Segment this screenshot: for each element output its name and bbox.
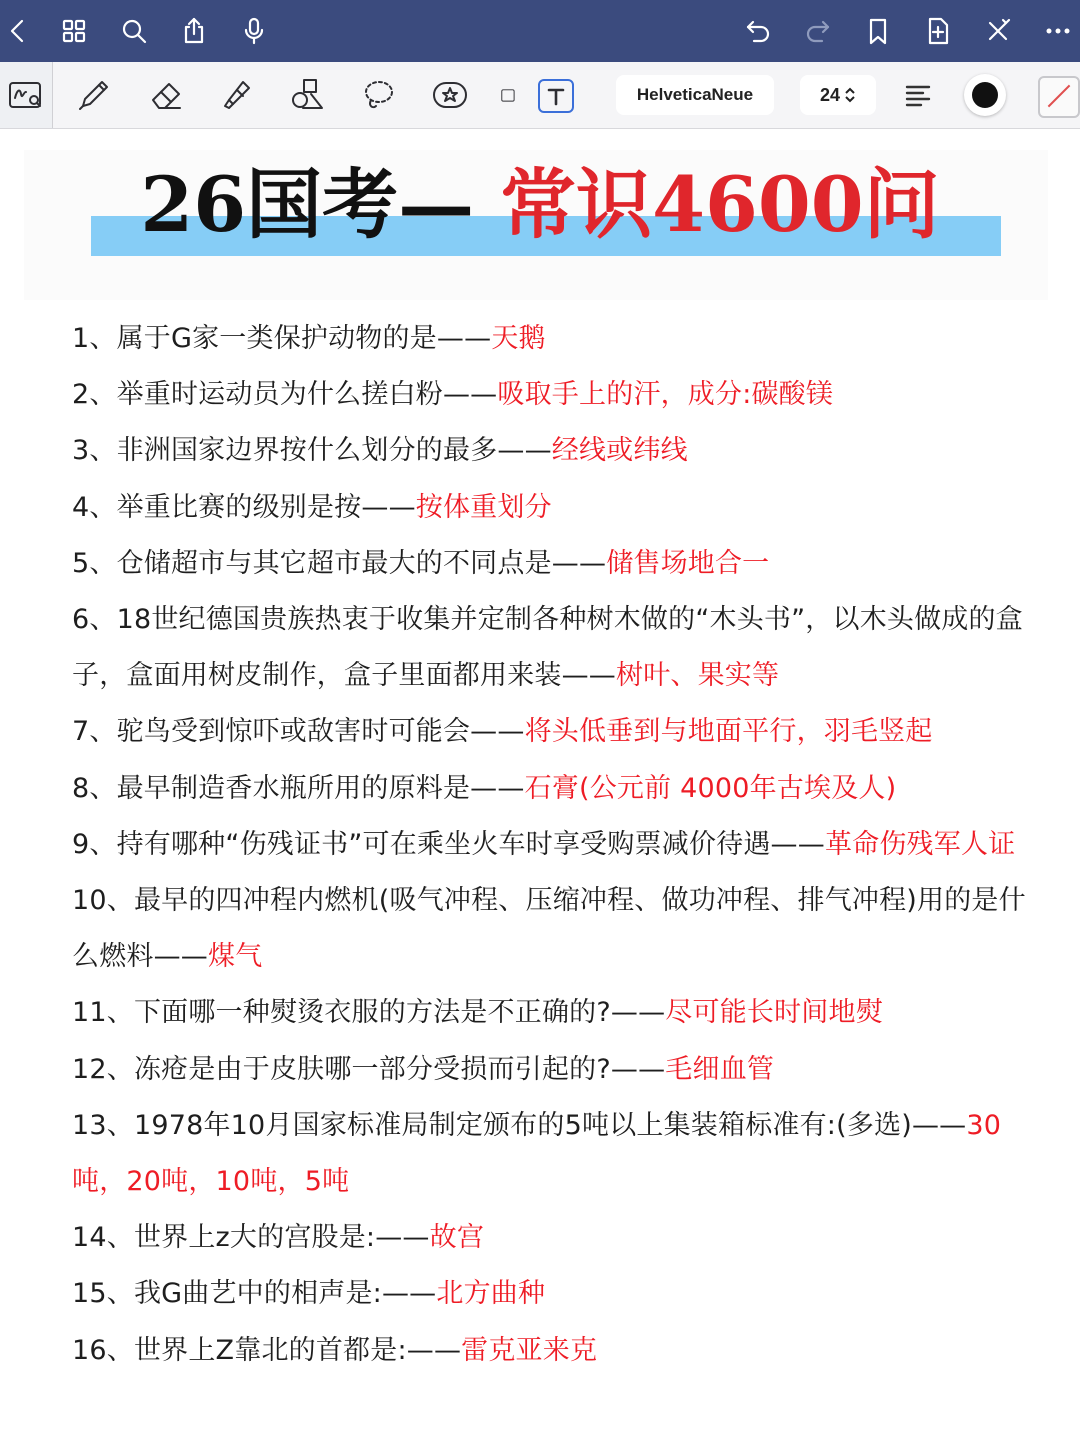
font-family-selector[interactable]: HelveticaNeue — [616, 75, 774, 115]
question-item — [72, 985, 1052, 1041]
grid-icon[interactable] — [56, 13, 92, 49]
question-item — [72, 873, 1052, 985]
question-text: 6、18世纪德国贵族热衷于收集并定制各种树木做的“木头书”，以木头做成的盒子，盒面用树皮制作，盒子里面都用来装—— — [72, 604, 1023, 692]
text-color-picker[interactable] — [964, 74, 1006, 116]
question-text: 11、下面哪一种熨烫衣服的方法是不正确的?—— — [72, 997, 666, 1029]
answer-text: 储售场地合一 — [606, 547, 770, 579]
chevron-updown-icon — [844, 87, 856, 103]
answer-text: 石膏(公元前 4000年古埃及人) — [524, 772, 897, 804]
question-item — [72, 311, 1052, 367]
eraser-icon[interactable] — [144, 73, 188, 117]
question-item — [72, 1042, 1052, 1098]
redo-icon[interactable] — [800, 13, 836, 49]
question-list — [72, 311, 1052, 1379]
share-icon[interactable] — [176, 13, 212, 49]
undo-icon[interactable] — [740, 13, 776, 49]
question-text: 9、持有哪种“伤残证书”可在乘坐火车时享受购票减价待遇—— — [72, 828, 825, 860]
question-item — [72, 367, 1052, 423]
sticker-icon[interactable] — [428, 73, 472, 117]
answer-text: 故宫 — [429, 1222, 485, 1254]
answer-text: 吸取手上的汗，成分:碳酸镁 — [497, 379, 834, 411]
question-item — [72, 1323, 1052, 1379]
selected-color-swatch — [972, 82, 998, 108]
answer-text: 30吨，20吨，10吨，5吨 — [72, 1109, 1002, 1198]
back-icon[interactable] — [0, 13, 36, 49]
bookmark-icon[interactable] — [860, 13, 896, 49]
lasso-icon[interactable] — [356, 73, 400, 117]
answer-text: 革命伤残军人证 — [824, 828, 1016, 860]
answer-text: 天鹅 — [491, 323, 546, 354]
question-text: 3、非洲国家边界按什么划分的最多—— — [72, 435, 552, 467]
answer-text: 尽可能长时间地熨 — [665, 997, 883, 1029]
question-text: 14、世界上z大的宫股是:—— — [72, 1222, 430, 1254]
question-item — [72, 423, 1052, 479]
image-icon[interactable] — [498, 73, 516, 117]
question-text: 10、最早的四冲程内燃机(吸气冲程、压缩冲程、做功冲程、排气冲程)用的是什么燃料—— — [72, 885, 1026, 973]
handwriting-zoom-icon[interactable] — [0, 62, 53, 128]
font-size-value: 24 — [819, 84, 841, 105]
background-color-button[interactable] — [1038, 76, 1080, 118]
question-item — [72, 704, 1052, 760]
question-item — [72, 480, 1052, 536]
top-navigation-bar — [0, 0, 1080, 62]
search-icon[interactable] — [116, 13, 152, 49]
answer-text: 煤气 — [208, 941, 263, 973]
answer-text: 雷克亚来克 — [461, 1334, 598, 1366]
question-text: 1、属于G家一类保护动物的是—— — [72, 323, 492, 354]
question-item — [72, 592, 1052, 704]
answer-text: 经线或纬线 — [551, 435, 688, 467]
title-red-part: 常识4600问 — [500, 160, 940, 249]
question-item — [72, 1210, 1052, 1266]
answer-text: 按体重划分 — [415, 491, 552, 523]
question-item — [72, 817, 1052, 873]
answer-text: 树叶、果实等 — [616, 660, 780, 692]
question-item — [72, 761, 1052, 817]
pen-icon[interactable] — [72, 73, 116, 117]
question-item — [72, 1098, 1052, 1210]
question-text: 7、驼鸟受到惊吓或敌害时可能会—— — [72, 716, 525, 748]
text-align-button[interactable] — [900, 79, 936, 113]
add-page-icon[interactable] — [920, 13, 956, 49]
text-icon[interactable] — [538, 79, 574, 113]
question-text: 12、冻疮是由于皮肤哪一部分受损而引起的?—— — [72, 1053, 666, 1085]
question-item — [72, 536, 1052, 592]
question-text: 13、1978年10月国家标准局制定颁布的5吨以上集装箱标准有:(多选)—— — [72, 1109, 967, 1141]
title-black-part: 26国考— — [140, 160, 475, 249]
question-text: 2、举重时运动员为什么搓白粉—— — [72, 379, 498, 411]
page-title — [0, 160, 1080, 249]
answer-text: 毛细血管 — [665, 1053, 775, 1085]
question-text: 5、仓储超市与其它超市最大的不同点是—— — [72, 547, 607, 579]
highlighter-icon[interactable] — [214, 73, 258, 117]
more-icon[interactable] — [1040, 13, 1076, 49]
question-item — [72, 1266, 1052, 1322]
question-text: 8、最早制造香水瓶所用的原料是—— — [72, 772, 525, 804]
answer-text: 北方曲种 — [436, 1278, 546, 1310]
shapes-icon[interactable] — [286, 73, 330, 117]
question-text: 16、世界上Z靠北的首都是:—— — [72, 1334, 462, 1366]
note-page[interactable] — [0, 129, 1080, 1440]
microphone-icon[interactable] — [236, 13, 272, 49]
close-icon[interactable] — [980, 13, 1016, 49]
answer-text: 将头低垂到与地面平行，羽毛竖起 — [524, 716, 933, 748]
align-left-icon — [904, 84, 932, 108]
font-size-selector[interactable] — [800, 75, 876, 115]
question-text: 4、举重比赛的级别是按—— — [72, 491, 416, 523]
question-text: 15、我G曲艺中的相声是:—— — [72, 1278, 437, 1310]
